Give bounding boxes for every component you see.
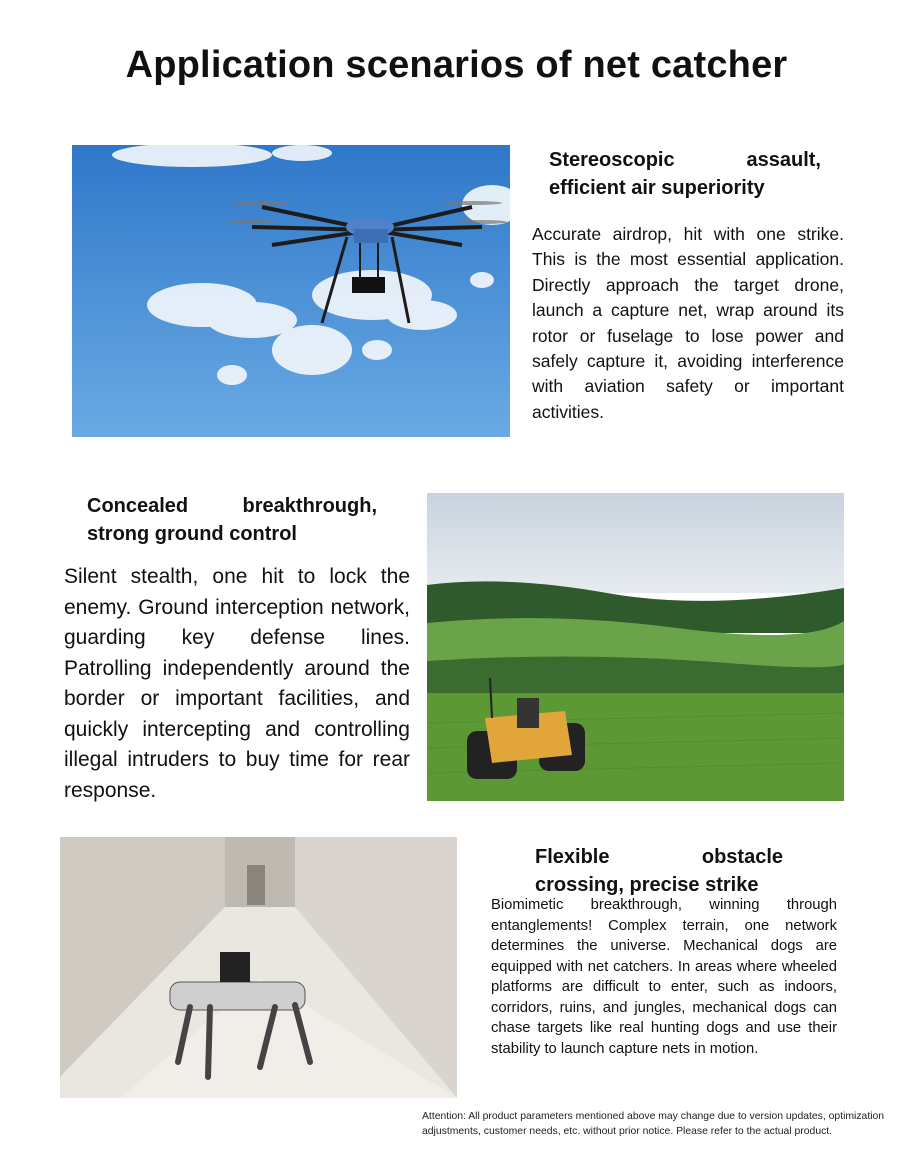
page-title: Application scenarios of net catcher — [125, 44, 788, 86]
robot-dog-alley-photo — [60, 837, 457, 1098]
section-3-text: Biomimetic breakthrough, winning through entanglements! Complex terrain, one network determines the universe. Mechanical dogs are equipped with net catchers. In areas where wheeled platforms are difficult to enter, such as indoors, corridors, ruins, and jungles, mechanical dogs can chase targets like real hunting dogs and use their stability to launch capture nets in motion. — [491, 897, 837, 1057]
section-1-text: Accurate airdrop, hit with one strike. This is the most essential application. Directly approach the target drone, launch a capture net, wrap around its rotor or fuselage to lose power and safely capture it, avoiding interference with aviation safety or important activities. — [532, 224, 844, 422]
ground-robot-field-photo — [427, 493, 844, 801]
section-2-heading: Concealed breakthrough, strong ground control — [87, 495, 377, 545]
section-3-heading: Flexible obstacle crossing, precise strike — [535, 846, 783, 896]
disclaimer-notice: Attention: All product parameters mentioned above may change due to version updates, optimization adjustments, customer needs, etc. without prior notice. Please refer to the actual product. — [422, 1111, 885, 1137]
section-1-heading: Stereoscopic assault, efficient air superiority — [549, 149, 821, 199]
drone-in-sky-photo — [72, 145, 510, 437]
section-2-text: Silent stealth, one hit to lock the enemy. Ground interception network, guarding key defense lines. Patrolling independently around the border or important facilities, and quickly intercepting and controlling illegal intruders to buy time for rear response. — [64, 565, 410, 802]
